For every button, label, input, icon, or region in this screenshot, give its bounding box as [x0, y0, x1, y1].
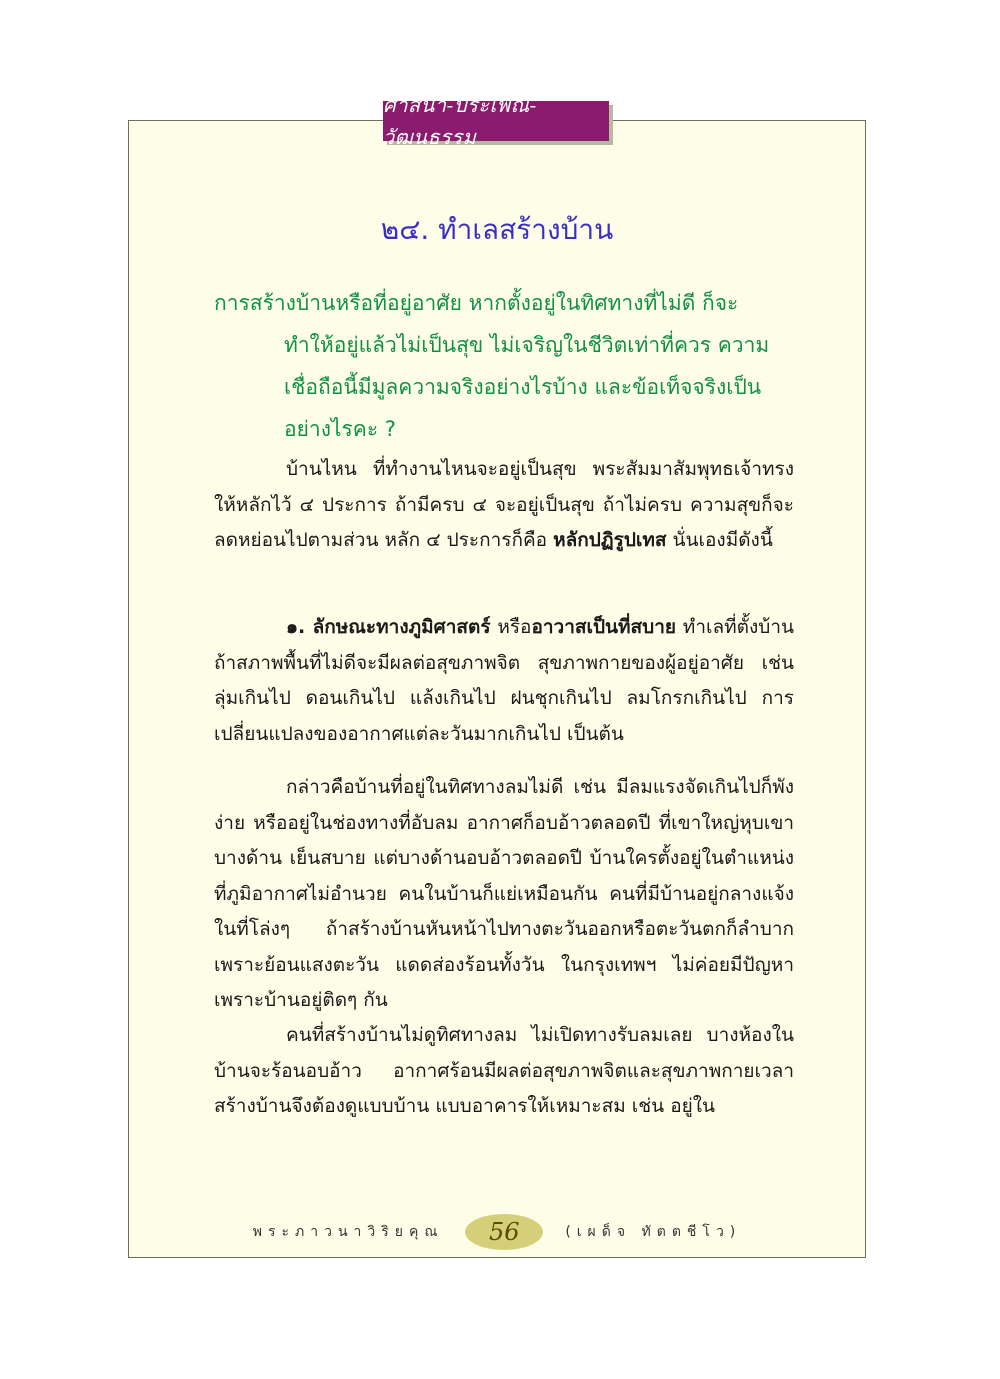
paragraph-1-text-b: นั่นเองมีดังนี้: [666, 529, 773, 551]
paragraph-2-bold: อาวาสเป็นที่สบาย: [531, 616, 677, 638]
question-block: [214, 282, 794, 450]
footer-author: พระภาวนาวิริยคุณ: [252, 1224, 444, 1240]
question-continuation: ทำให้อยู่แล้วไม่เป็นสุข ไม่เจริญในชีวิตเท่าที่ควร ความเชื่อถือนี้มีมูลความจริงอย่างไรบ้าง และข้อเท็จจริงเป็นอย่างไรคะ ?: [284, 333, 770, 441]
paragraph-4: คนที่สร้างบ้านไม่ดูทิศทางลม ไม่เปิดทางรับลมเลย บางห้องในบ้านจะร้อนอบอ้าว อากาศร้อนมีผลต่อสุขภาพจิตและสุขภาพกายเวลาสร้างบ้านจึงต้องดูแบบบ้าน แบบอาคารให้เหมาะสม เช่น อยู่ใน: [214, 1024, 794, 1117]
chapter-title: ๒๔. ทำเลสร้างบ้าน: [380, 213, 614, 246]
question-first-line: การสร้างบ้านหรือที่อยู่อาศัย หากตั้งอยู่ในทิศทางที่ไม่ดี ก็จะ: [214, 291, 739, 315]
paragraph-1-bold: หลักปฏิรูปเทส: [553, 529, 667, 551]
paragraph-2-heading: ๑. ลักษณะทางภูมิศาสตร์: [286, 616, 491, 638]
paragraph-2-text-b: ทำเลที่ตั้งบ้าน ถ้าสภาพพื้นที่ไม่ดีจะมีผลต่อสุขภาพจิต สุขภาพกายของผู้อยู่อาศัย เช่น ลุ่มเกินไป ดอนเกินไป แล้งเกินไป ฝนชุกเกินไป ลมโกรกเกินไป การเปลี่ยนแปลงของอากาศแต่ละวันมากเกินไป เป็นต้น: [214, 616, 794, 745]
paragraph-2: [214, 610, 794, 752]
paragraph-3: กล่าวคือบ้านที่อยู่ในทิศทางลมไม่ดี เช่น มีลมแรงจัดเกินไปก็พังง่าย หรืออยู่ในช่องทางที่อับลม อากาศก็อบอ้าวตลอดปี ที่เขาใหญ่หุบเขาบางด้าน เย็นสบาย แต่บางด้านอบอ้าวตลอดปี บ้านใครตั้งอยู่ในตำแหน่งที่ภูมิอากาศไม่อำนวย คนในบ้านก็แย่เหมือนกัน คนที่มีบ้านอยู่กลางแจ้ง ในที่โล่งๆ ถ้าสร้างบ้านหันหน้าไปทางตะวันออกหรือตะวันตกก็ลำบาก เพราะย้อนแสงตะวัน แดดส่องร้อนทั้งวัน ในกรุงเทพฯ ไม่ค่อยมีปัญหา เพราะบ้านอยู่ติดๆ กัน: [214, 776, 794, 1011]
paragraph-2-text-a: หรือ: [490, 616, 532, 638]
paragraph-1-text-a: บ้านไหน ที่ทำงานไหนจะอยู่เป็นสุข พระสัมมาสัมพุทธเจ้าทรงให้หลักไว้ ๔ ประการ ถ้ามีครบ ๔ จะอยู่เป็นสุข ถ้าไม่ครบ ความสุขก็จะลดหย่อนไปตามส่วน หลัก ๔ ประการก็คือ: [214, 458, 794, 551]
category-tag: ศาสนา-ประเพณี-วัฒนธรรม: [383, 101, 609, 141]
page-number-badge: 56: [465, 1214, 543, 1250]
paragraph-1: [214, 452, 794, 559]
page-footer: [128, 1212, 866, 1252]
footer-author-alias: (เผด็จ ทัตตชีโว): [565, 1224, 742, 1240]
